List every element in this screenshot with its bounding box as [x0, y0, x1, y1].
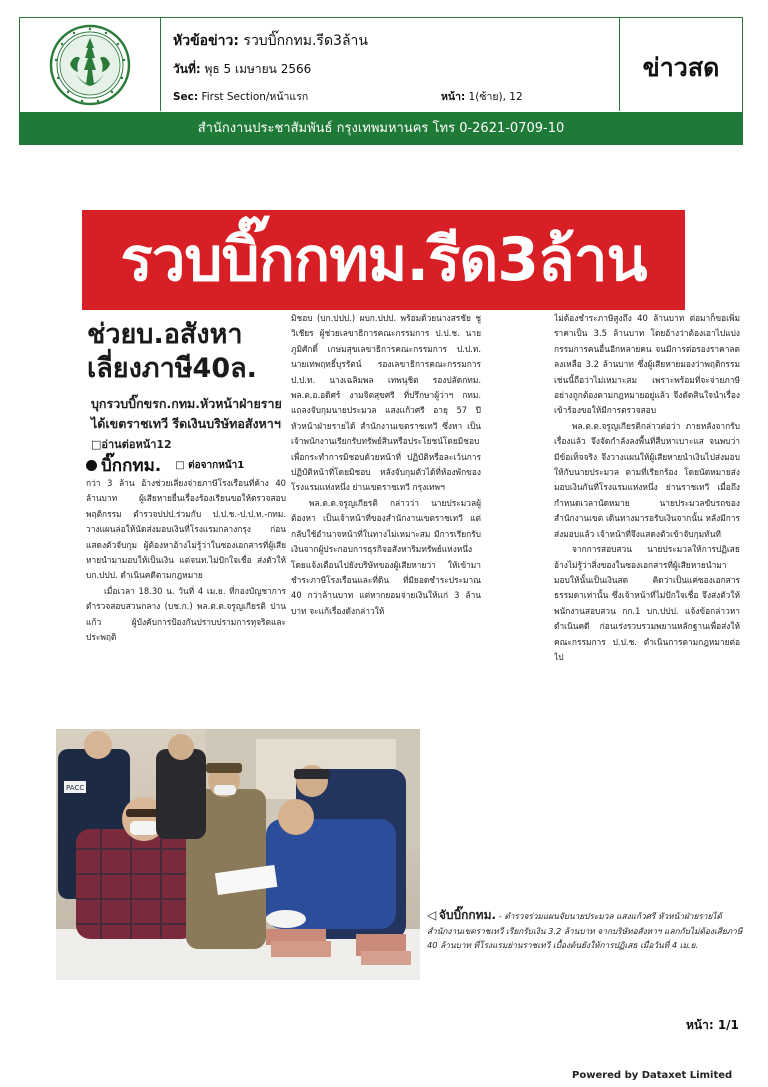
paragraph: มิชอบ (บก.ปปป.) ผบก.ปปป. พร้อมด้วยนางสรชัย ชูวิเชียร ผู้ช่วยเลขาธิการคณะกรรมการ ป.ป.ช. นายภูมิศักดิ์ เกษมสุขเลขาธิการคณะกรรมการ ป.ป.ท. นายเทพฤทธิ์บุรรัตน์ รองเลขาธิการคณะกรรมการ ป.ป.ท. นางเฉลิมพล เทพนุชิต รองปลัดกทม. พล.ต.อ.อดิศร์ งามจิตสุขศรี ที่ปรึกษาผู้ว่าฯ กทม. แถลงจับกุมนายประมวล แสงแก้วศรี อายุ 57 ปี หัวหน้าฝ่ายรายได้ สำนักงานเขตราชเทวี ซึ่งหา เป็นเจ้าพนักงานเรียกรับทรัพย์สินหรือประโยชน์โดยมิชอบเพื่อกระทำการมิชอบด้วยหน้าที่ ปฏิบัติหรือละเว้นการปฏิบัติหน้าที่โดยมิชอบ หลังจับกุมตัวได้ที่ห้องพักของโรงแรมแห่งหนึ่ง ย่านเขตราชเทวี กรุงเทพฯ	[291, 313, 481, 493]
paragraph: พล.ต.ต.จรูญเกียรติกล่าวต่อว่า ภายหลังจากรับเรื่องแล้ว จึงจัดกำลังลงพื้นที่สืบหาเบาะแส จนพบว่ามีข้อเท็จจริง จึงวางแผนให้ผู้เสียหายนำเงินไปส่งมอบให้กับนายประมวล ตามที่เรียกร้อง โดยนัดหมายส่งมอบเงินกันที่โรงแรมแห่งหนึ่ง ย่านราชเทวี เมื่อถึงกำหนดเวลานัดหมาย นายประมวลขับรถของสำนักงานเขต เดินทางมารอรับเงินจากนั้น หลังมีการส่งมอบแล้ว เจ้าหน้าที่จึงแสดงตัวเข้าจับกุมทันที	[554, 420, 740, 539]
header-info	[161, 18, 620, 111]
paragraph: จากการสอบสวน นายประมวลให้การปฏิเสธ อ้างไม่รู้ว่าสิ่งของในซองเอกสารที่ผู้เสียหายนำมามอบให้นั้นเป็นเงินสด คิดว่าเป็นแค่ซองเอกสารธรรมดาเท่านั้น ซึ่งเจ้าหน้าที่ไม่ปักใจเชื่อ จึงส่งตัวให้พนักงานสอบสวน กก.1 บก.ปปป. แจ้งข้อกล่าวหาดำเนินคดี ก่อนเร่งรวบรวมพยานหลักฐานเพื่อส่งให้คณะกรรมการ ป.ป.ช. ดำเนินการตามกฎหมายต่อไป	[554, 544, 740, 662]
powered-by: Powered by Dataxet Limited	[572, 1070, 733, 1081]
clipping-header	[19, 17, 743, 113]
date-label: วันที่:	[173, 62, 201, 76]
column-c	[554, 311, 740, 831]
newspaper-name: ข่าวสด	[642, 53, 720, 82]
photo-caption	[427, 908, 743, 953]
arrest-scene-illustration	[56, 729, 420, 980]
title-label: หัวข้อข่าว:	[173, 33, 239, 49]
column-b	[291, 311, 481, 731]
caption-arrow-icon: ◁	[427, 908, 437, 922]
paper-cell	[620, 18, 742, 111]
date-value: พุธ 5 เมษายน 2566	[204, 62, 312, 76]
article-deck	[91, 394, 287, 455]
jump-heading	[86, 452, 291, 474]
page-label: หน้า:	[441, 91, 466, 103]
caption-title: จับบิ๊กกทม.	[438, 908, 497, 922]
page-value: 1(ซ้าย), 12	[468, 91, 523, 103]
paragraph: พล.ต.ต.จรูญเกียรติ กล่าวว่า นายประมวลผู้ต้องหา เป็นเจ้าหน้าที่ของสำนักงานเขตราชเทวี แต่กลับใช้อำนาจหน้าที่ในทางไม่เหมาะสม มีการเรียกรับเงินจากผู้ประกอบการธุรกิจอสังหาริมทรัพย์แห่งหนึ่ง โดยแจ้งเตือนไปยังบริษัทของผู้เสียหายว่า ให้เข้ามาชำระภาษีโรงเรือนและที่ดิน ที่มียอดชำระประมาณ 40 กว่าล้านบาท แต่หากยอมจ่ายเงินให้แก่ 3 ล้านบาท จะแก้เรื่องดังกล่าวให้	[291, 497, 481, 616]
deck-text: บุกรวบบิ๊กขรก.กทม.หัวหน้าฝ่ายรายได้เขตราชเทวี รีดเงินบริษัทอสังหาฯ	[91, 396, 282, 431]
paragraph: กว่า 3 ล้าน อ้างช่วยเลี่ยงจ่ายภาษีโรงเรือนที่ค้าง 40 ล้านบาท ผู้เสียหายยื่นเรื่องร้องเรียนขอให้ตรวจสอบพฤติกรรม ตำรวจปปป.ร่วมกับ ป.ป.ช.-ป.ป.ท.-กทม. วางแผนล่อให้นัดส่งมอบเงินที่โรงแรมกลางกรุง ก่อนแสดงตัวจับกุม ผู้ต้องหาอ้างไม่รู้ว่าในซองเอกสารที่ผู้เสียหายนำมามอบให้เป็นเงิน แต่จนท.ไม่ปักใจเชื่อ ส่งตัวให้บก.ปปป. ดำเนินคดีตามกฎหมาย	[86, 478, 286, 581]
office-bar: สำนักงานประชาสัมพันธ์ กรุงเทพมหานคร โทร 0-2621-0709-10	[19, 113, 743, 145]
headline-row	[173, 30, 368, 52]
paragraph: เมื่อเวลา 18.30 น. วันที่ 4 เม.ย. ที่กองบัญชาการตำรวจสอบสวนกลาง (บช.ก.) พล.ต.ต.จรูญเกียรติ ปานแก้ว ผู้บังคับการป้องกันปราบปรามการทุจริตและประพฤติ	[86, 585, 286, 643]
page-ref	[441, 88, 523, 105]
section-label: Sec:	[173, 91, 199, 103]
paragraph: ไม่ต้องชำระภาษีสูงถึง 40 ล้านบาท ต่อมาก็ขอเพิ่มราคาเป็น 3.5 ล้านบาท โดยอ้างว่าต้องเอาไปแบ่งกรรมการคนอื่นอีกหลายคน จนมีการต่อรองราคาลดลงเหลือ 3.2 ล้านบาท ซึ่งผู้เสียหายมองว่าพฤติกรรมเช่นนี้ถือว่าไม่เหมาะสม เพราะพร้อมที่จะจ่ายภาษีอย่างถูกต้องตามกฎหมายอยู่แล้ว จึงตัดสินใจนำเรื่องเข้าร้องขอให้มีการตรวจสอบ	[554, 313, 740, 416]
pacc-patch-text: PACC	[66, 784, 85, 792]
continue-ref: □อ่านต่อหน้า12	[91, 438, 172, 451]
jump-title: บิ๊กกทม.	[101, 456, 162, 476]
column-a	[86, 476, 286, 732]
title-value: รวบบิ๊กกทม.รีด3ล้าน	[243, 33, 368, 49]
page-count: หน้า: 1/1	[686, 1018, 739, 1032]
article-subhead: ช่วยบ.อสังหา เลี่ยงภาษี40ล.	[87, 319, 257, 384]
news-photo	[56, 729, 420, 980]
bma-seal-logo	[48, 24, 132, 106]
section-value: First Section/หน้าแรก	[201, 91, 309, 103]
jump-ref: □ ต่อจากหน้า1	[175, 460, 245, 471]
bullet-icon	[86, 460, 97, 471]
date-row	[173, 60, 311, 79]
caption-text: - ตำรวจร่วมแผนจับนายประมวล แสงแก้วศรี หัวหน้าฝ่ายรายได้ สำนักงานเขตราชเทวี เรียกรับเงิน 3.2 ล้านบาท จากบริษัทอสังหาฯ แลกกับไม่ต้องเสียภาษี 40 ล้านบาท ที่โรงแรมย่านราชเทวี เบื้องต้นยังให้การปฏิเสธ เมื่อวันที่ 4 เม.ย.	[427, 911, 743, 950]
article-headline: รวบบิ๊กกทม.รีด3ล้าน	[82, 210, 685, 310]
section-row	[173, 88, 613, 105]
logo-cell	[20, 18, 161, 111]
